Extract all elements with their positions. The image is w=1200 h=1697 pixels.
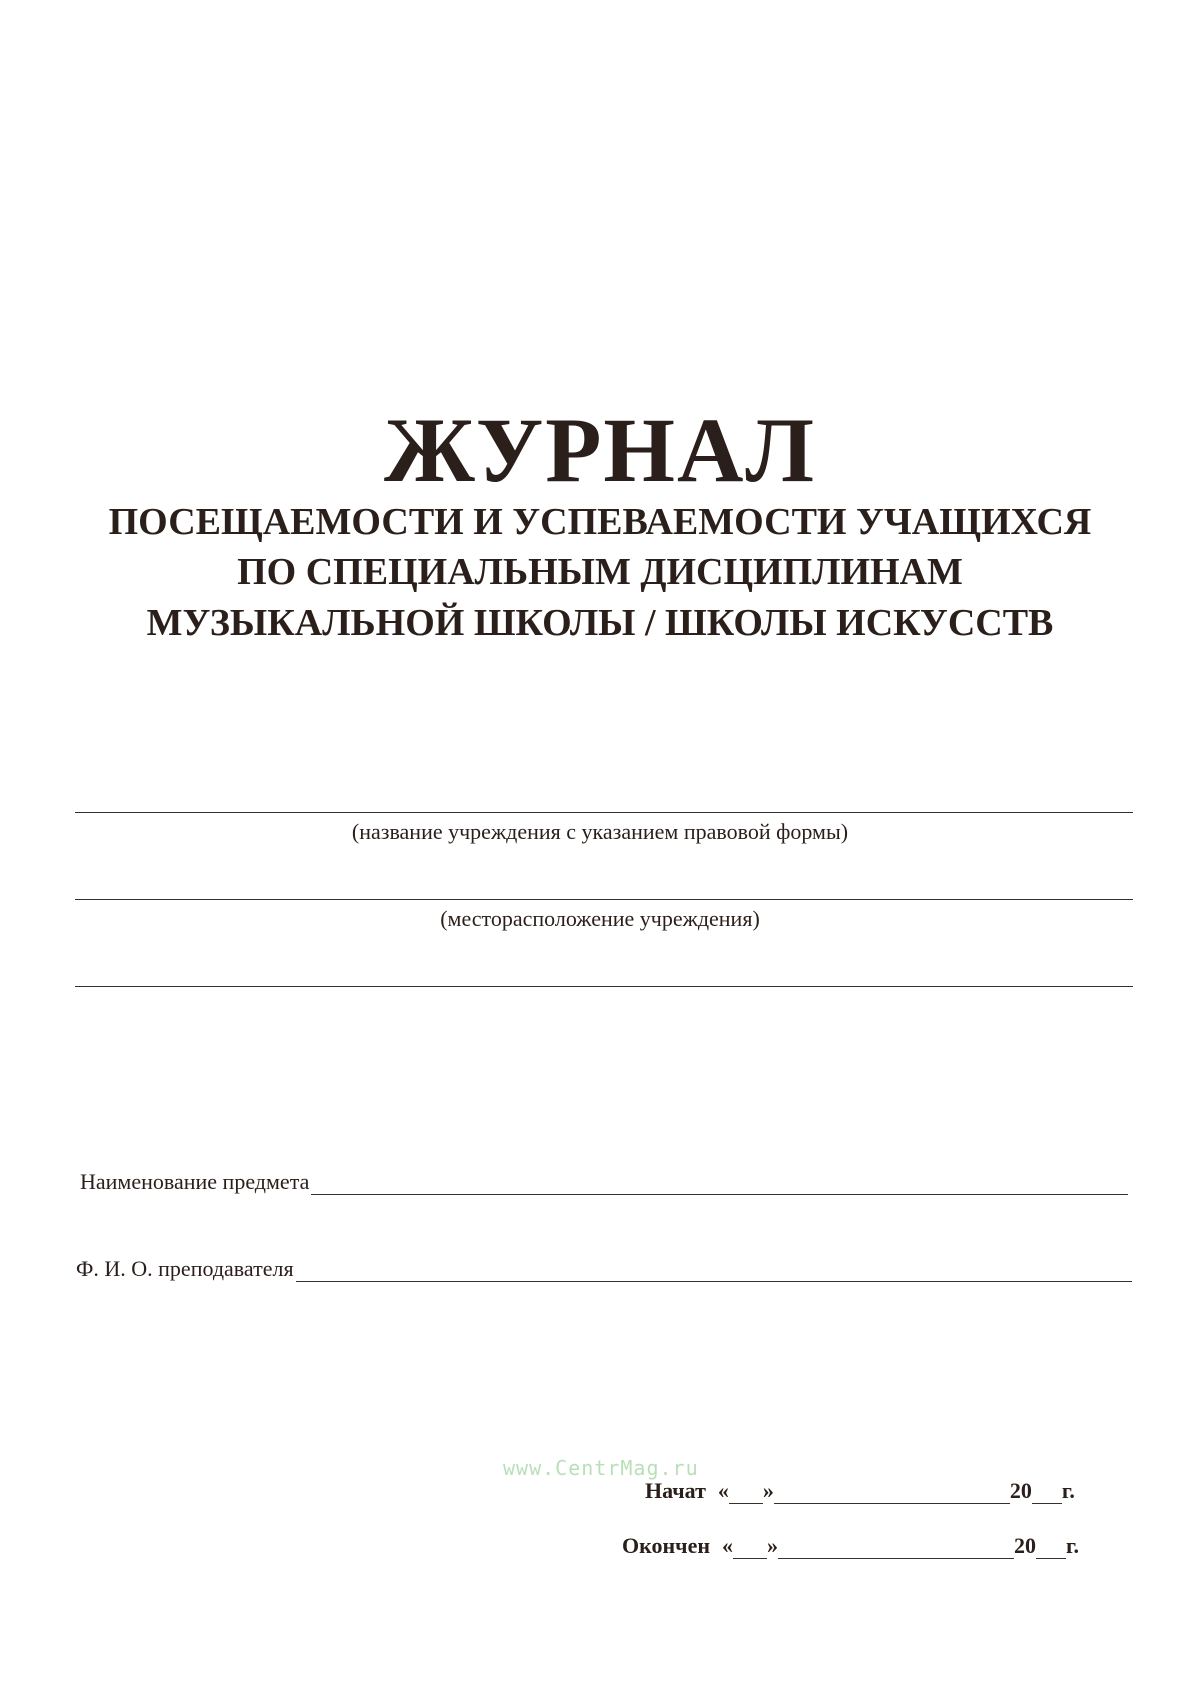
teacher-label: Ф. И. О. преподавателя: [76, 1256, 294, 1281]
start-month-blank[interactable]: [774, 1483, 1010, 1504]
close-quote: »: [767, 1533, 779, 1558]
institution-name-line[interactable]: [75, 812, 1133, 813]
institution-name-caption: (название учреждения с указанием правовой формы): [351, 819, 849, 844]
end-date-label: Окончен: [622, 1533, 711, 1558]
institution-location-caption: (месторасположение учреждения): [440, 906, 760, 931]
end-year-blank[interactable]: [1036, 1538, 1066, 1559]
teacher-blank[interactable]: [296, 1261, 1132, 1282]
open-quote: «: [722, 1533, 734, 1558]
end-day-blank[interactable]: [733, 1538, 767, 1559]
close-quote: »: [762, 1478, 774, 1503]
start-day-blank[interactable]: [729, 1483, 763, 1504]
watermark-text: www.CentrMag.ru: [503, 1456, 699, 1480]
institution-location-line[interactable]: [75, 899, 1133, 900]
teacher-field: [76, 1256, 1132, 1282]
subtitle-line-3: МУЗЫКАЛЬНОЙ ШКОЛЫ / ШКОЛЫ ИСКУССТВ: [146, 602, 1054, 644]
year-prefix: 20: [1009, 1478, 1032, 1503]
subtitle-line-2: ПО СПЕЦИАЛЬНЫМ ДИСЦИПЛИНАМ: [237, 551, 963, 593]
start-year-blank[interactable]: [1032, 1483, 1062, 1504]
end-month-blank[interactable]: [778, 1538, 1014, 1559]
subject-field: [80, 1169, 1128, 1195]
subject-label: Наименование предмета: [80, 1169, 310, 1194]
open-quote: «: [717, 1478, 729, 1503]
journal-title: ЖУРНАЛ: [384, 399, 816, 501]
extra-fill-line[interactable]: [75, 986, 1133, 987]
year-prefix: 20: [1014, 1533, 1037, 1558]
subject-blank[interactable]: [311, 1174, 1128, 1195]
start-date-label: Начат: [645, 1478, 706, 1503]
subtitle-line-1: ПОСЕЩАЕМОСТИ И УСПЕВАЕМОСТИ УЧАЩИХСЯ: [108, 501, 1092, 543]
year-suffix: г.: [1066, 1533, 1080, 1558]
start-date-row: [645, 1478, 1075, 1504]
year-suffix: г.: [1061, 1478, 1075, 1503]
end-date-row: [622, 1533, 1079, 1559]
